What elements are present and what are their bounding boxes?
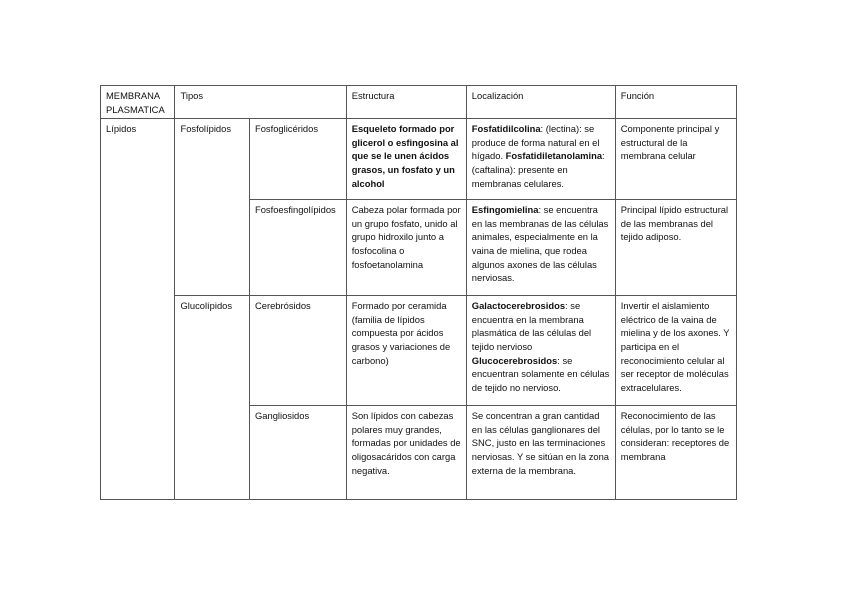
tipo-fosfogliceridos: Fosfoglicéridos — [249, 119, 346, 200]
category-glucolipidos: Glucolípidos — [175, 296, 249, 500]
estructura-fosfoesfingolipidos: Cabeza polar formada por un grupo fosfato, unido al grupo hidroxilo junto a fosfocolina o fosfoetanolamina — [346, 200, 466, 296]
header-tipos: Tipos — [175, 86, 346, 119]
table-row — [101, 119, 737, 200]
localizacion-cerebrosidos — [466, 296, 615, 406]
table-header-row — [101, 86, 737, 119]
category-lipidos: Lípidos — [101, 119, 175, 500]
fosfatidiletanolamina-label: Fosfatidiletanolamina — [505, 150, 603, 162]
localizacion-gangliosidos: Se concentran a gran cantidad en las células ganglionares del SNC, justo en las terminaciones nerviosas. Y se sitúan en la zona externa de la membrana. — [466, 406, 615, 500]
tipo-cerebrosidos: Cerebrósidos — [249, 296, 346, 406]
table-row — [101, 296, 737, 406]
funcion-gangliosidos: Reconocimiento de las células, por lo tanto se le consideran: receptores de membrana — [615, 406, 736, 500]
estructura-cerebrosidos: Formado por ceramida (familia de lípidos compuesta por ácidos grasos y variaciones de carbono) — [346, 296, 466, 406]
fosfatidiletanolamina-text: : (caftalina): presente en membranas celulares. — [471, 150, 605, 189]
header-estructura: Estructura — [346, 86, 466, 119]
estructura-gangliosidos: Son lípidos con cabezas polares muy grandes, formadas por unidades de oligosacáridos con carga negativa. — [346, 406, 466, 500]
header-localizacion: Localización — [466, 86, 615, 119]
glucocerebrosidos-label: Glucocerebrosidos — [471, 354, 558, 366]
galactocerebrosidos-label: Galactocerebrosidos — [471, 300, 566, 312]
header-membrana-line1: MEMBRANA — [106, 90, 161, 101]
galactocerebrosidos-text: : se encuentra en la membrana plasmática de las células del tejido nervioso — [471, 300, 592, 352]
membrane-lipids-table — [100, 85, 737, 500]
estructura-fosfogliceridos: Esqueleto formado por glicerol o esfingosina al que se le unen ácidos grasos, un fosfato y un alcohol — [346, 119, 466, 200]
fosfatidilcolina-label: Fosfatidilcolina — [471, 123, 541, 135]
esfingomielina-text: : se encuentra en las membranas de las células animales, especialmente en la vaina de mielina, que rodea algunos axones de las células nerviosas. — [471, 204, 609, 284]
localizacion-fosfoesfingolipidos — [466, 200, 615, 296]
fosfatidilcolina-text: : (lectina): se produce de forma natural en el hígado. — [471, 123, 600, 162]
tipo-fosfoesfingolipidos: Fosfoesfingolípidos — [249, 200, 346, 296]
header-membrana — [101, 86, 175, 119]
localizacion-fosfogliceridos — [466, 119, 615, 200]
esfingomielina-label: Esfingomielina — [471, 204, 539, 216]
glucocerebrosidos-text: : se encuentran solamente en células de tejido no nervioso. — [471, 354, 610, 393]
funcion-cerebrosidos: Invertir el aislamiento eléctrico de la vaina de mielina y de los axones. Y participa en el reconocimiento celular al ser receptor de moléculas extracelulares. — [615, 296, 736, 406]
header-funcion: Función — [615, 86, 736, 119]
funcion-fosfogliceridos: Componente principal y estructural de la membrana celular — [615, 119, 736, 200]
tipo-gangliosidos: Gangliosidos — [249, 406, 346, 500]
funcion-fosfoesfingolipidos: Principal lípido estructural de las membranas del tejido adiposo. — [615, 200, 736, 296]
header-membrana-line2: PLASMATICA — [106, 103, 165, 115]
category-fosfolipidos: Fosfolípidos — [175, 119, 249, 296]
